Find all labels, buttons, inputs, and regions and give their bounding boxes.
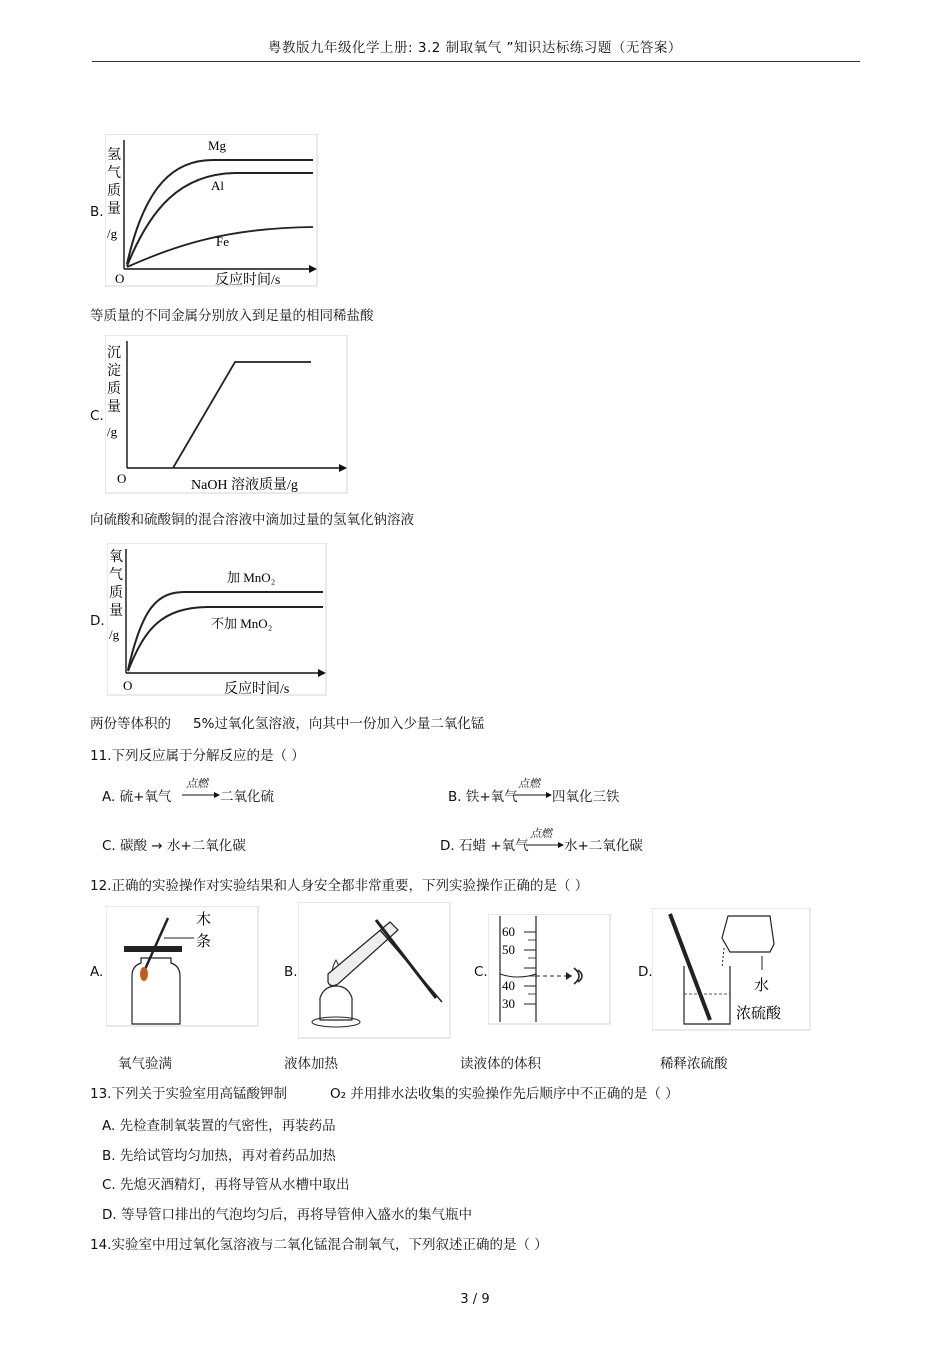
scale-tick: 40 <box>502 978 515 993</box>
q14-stem: 14.实验室中用过氧化氢溶液与二氧化锰混合制氧气，下列叙述正确的是（ ） <box>90 1237 548 1253</box>
eye-icon <box>574 968 582 984</box>
flame-icon <box>140 967 148 981</box>
q12-option-a-letter: A. <box>90 964 104 980</box>
illustration-graduated-cylinder <box>488 914 612 1026</box>
option-b-letter: B. <box>90 204 104 220</box>
q12-option-b-letter: B. <box>284 964 298 980</box>
q11-option-d-pre: D. 石蜡 +氧气 <box>440 838 529 854</box>
page-number: 3 / 9 <box>460 1292 490 1307</box>
q11-stem: 11.下列反应属于分解反应的是（ ） <box>90 748 305 764</box>
scale-tick: 50 <box>502 942 515 957</box>
q11-option-b-post: 四氧化三铁 <box>552 789 620 805</box>
gas-jar <box>132 958 180 1024</box>
label-conc-acid: 浓硫酸 <box>736 1006 782 1022</box>
reaction-arrow-icon <box>526 841 566 849</box>
ylabel-char: 量 <box>109 604 123 619</box>
option-b-caption: 等质量的不同金属分别放入到足量的相同稀盐酸 <box>90 308 374 324</box>
meniscus <box>500 974 536 977</box>
xlabel: 反应时间/s <box>215 273 281 288</box>
alcohol-lamp <box>320 986 352 1020</box>
label-strip: 条 <box>196 934 212 950</box>
chart-precipitate <box>105 335 350 495</box>
origin-label: O <box>123 678 133 693</box>
ylabel-char: 质 <box>109 586 123 601</box>
ylabel-unit: /g <box>107 226 118 241</box>
reaction-arrow-icon <box>514 791 554 799</box>
ylabel-char: 质 <box>107 382 121 397</box>
test-tube-holder <box>376 920 436 998</box>
q13-stem-b: O₂ 并用排水法收集的实验操作先后顺序中不正确的是（ ） <box>330 1086 679 1102</box>
scale-tick: 30 <box>502 996 515 1011</box>
ylabel-unit: /g <box>109 627 120 642</box>
q11-option-a-pre: A. 硫+氧气 <box>102 789 172 805</box>
reaction-arrow-icon <box>182 791 222 799</box>
q12-stem: 12.正确的实验操作对实验结果和人身安全都非常重要，下列实验操作正确的是（ ） <box>90 878 589 894</box>
option-d-caption-a: 两份等体积的 <box>90 716 171 732</box>
scale-tick: 60 <box>502 924 515 939</box>
reaction-condition: 点燃 <box>186 777 208 790</box>
q11-option-c: C. 碳酸 → 水+二氧化碳 <box>102 838 246 854</box>
origin-label: O <box>117 471 127 486</box>
xlabel: 反应时间/s <box>224 682 290 697</box>
series-label-without-mno2: 不加 MnO₂ <box>211 616 273 631</box>
q11-option-d-post: 水+二氧化碳 <box>564 838 643 854</box>
q13-stem-a: 13.下列关于实验室用高锰酸钾制 <box>90 1086 287 1102</box>
page-header: 粤教版九年级化学上册: 3.2 制取氧气 ”知识达标练习题（无答案） <box>268 40 682 56</box>
ylabel-char: 沉 <box>107 346 121 361</box>
series-label-al: Al <box>211 178 224 193</box>
reaction-condition: 点燃 <box>518 777 540 790</box>
ylabel-char: 量 <box>107 400 121 415</box>
q12-option-a-caption: 氧气验满 <box>118 1056 172 1072</box>
q12-option-d-letter: D. <box>638 964 653 980</box>
chart-oxygen-mno2 <box>107 543 329 698</box>
ylabel-unit: /g <box>107 424 118 439</box>
q12-option-c-caption: 读液体的体积 <box>460 1056 541 1072</box>
pouring-beaker <box>722 916 774 952</box>
ylabel-char: 质 <box>107 184 121 199</box>
option-c-letter: C. <box>90 408 104 424</box>
illustration-liquid-heating <box>298 902 452 1040</box>
chart-metals-hydrogen <box>105 134 320 289</box>
ylabel-char: 氢 <box>107 148 121 163</box>
origin-label: O <box>115 271 125 286</box>
option-d-letter: D. <box>90 613 105 629</box>
series-label-fe: Fe <box>216 234 229 249</box>
glass-rod <box>670 914 710 1020</box>
q12-option-d-caption: 稀释浓硫酸 <box>660 1056 728 1072</box>
ylabel-char: 气 <box>109 568 123 583</box>
test-tube <box>328 922 398 986</box>
q11-option-a-post: 二氧化硫 <box>220 789 274 805</box>
ylabel-char: 氧 <box>109 550 123 565</box>
series-label-with-mno2: 加 MnO₂ <box>227 570 276 585</box>
reaction-condition: 点燃 <box>530 827 552 840</box>
q13-option-b: B. 先给试管均匀加热，再对着药品加热 <box>102 1148 336 1164</box>
xlabel: NaOH 溶液质量/g <box>191 478 298 493</box>
ylabel-char: 淀 <box>107 364 121 379</box>
option-d-caption-b: 5%过氧化氢溶液，向其中一份加入少量二氧化锰 <box>193 716 485 732</box>
q12-option-b-caption: 液体加热 <box>284 1056 338 1072</box>
label-water: 水 <box>754 978 770 994</box>
illustration-oxygen-test <box>106 906 260 1028</box>
ylabel-char: 量 <box>107 202 121 217</box>
ylabel-char: 气 <box>107 166 121 181</box>
q13-option-d: D. 等导管口排出的气泡均匀后，再将导管伸入盛水的集气瓶中 <box>102 1207 472 1223</box>
series-label-mg: Mg <box>208 138 227 153</box>
label-wood: 木 <box>196 912 212 928</box>
q11-option-b-pre: B. 铁+氧气 <box>448 789 518 805</box>
illustration-dilute-acid <box>652 908 812 1032</box>
q13-option-a: A. 先检查制氧装置的气密性，再装药品 <box>102 1118 336 1134</box>
curve-precipitate <box>173 362 311 468</box>
q12-option-c-letter: C. <box>474 964 488 980</box>
option-c-caption: 向硫酸和硫酸铜的混合溶液中滴加过量的氢氧化钠溶液 <box>90 512 414 528</box>
q13-option-c: C. 先熄灭酒精灯，再将导管从水槽中取出 <box>102 1177 350 1193</box>
header-rule <box>92 61 860 62</box>
